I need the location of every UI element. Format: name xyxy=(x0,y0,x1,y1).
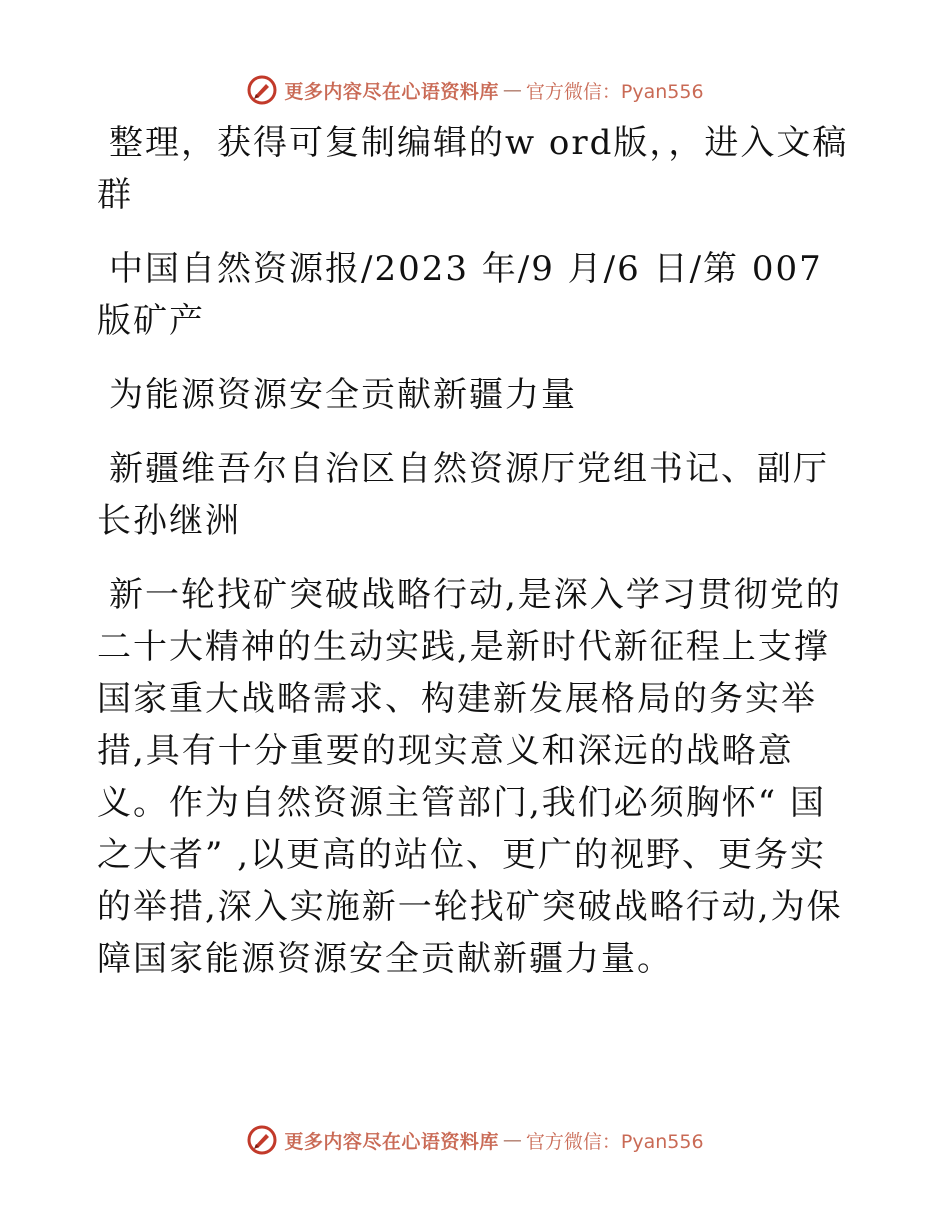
body-paragraph: 新一轮找矿突破战略行动,是深入学习贯彻党的二十大精神的生动实践,是新时代新征程上支撑国家重大战略需求、构建新发展格局的务实举措,具有十分重要的现实意义和深远的战略意义。作为自然资源主管部门,我们必须胸怀“ 国之大者” ,以更高的站位、更广的视野、更务实的举措,深入实施新一轮找矿突破战略行动,为保障国家能源资源安全贡献新疆力量。 xyxy=(97,575,843,979)
byline: 新疆维吾尔自治区自然资源厅党组书记、副厅长孙继洲 xyxy=(97,449,829,541)
header-brand-text: 更多内容尽在心语资料库 xyxy=(284,80,499,103)
header-wechat-text: 官方微信：Pyan556 xyxy=(525,80,704,103)
pen-logo-icon xyxy=(246,1124,278,1156)
header-banner xyxy=(0,70,950,110)
source-line: 中国自然资源报/2023 年/9 月/6 日/第 007 版矿产 xyxy=(97,249,823,341)
header-separator: — xyxy=(502,79,522,101)
intro-paragraph: 整理，获得可复制编辑的w ord版，，进入文稿群 xyxy=(97,123,849,215)
footer-separator: — xyxy=(502,1129,522,1151)
footer-banner xyxy=(0,1120,950,1160)
pen-logo-icon xyxy=(246,74,278,106)
footer-wechat-text: 官方微信：Pyan556 xyxy=(525,1130,704,1153)
document-content xyxy=(97,117,857,1007)
article-title: 为能源资源安全贡献新疆力量 xyxy=(109,375,577,415)
footer-brand-text: 更多内容尽在心语资料库 xyxy=(284,1130,499,1153)
